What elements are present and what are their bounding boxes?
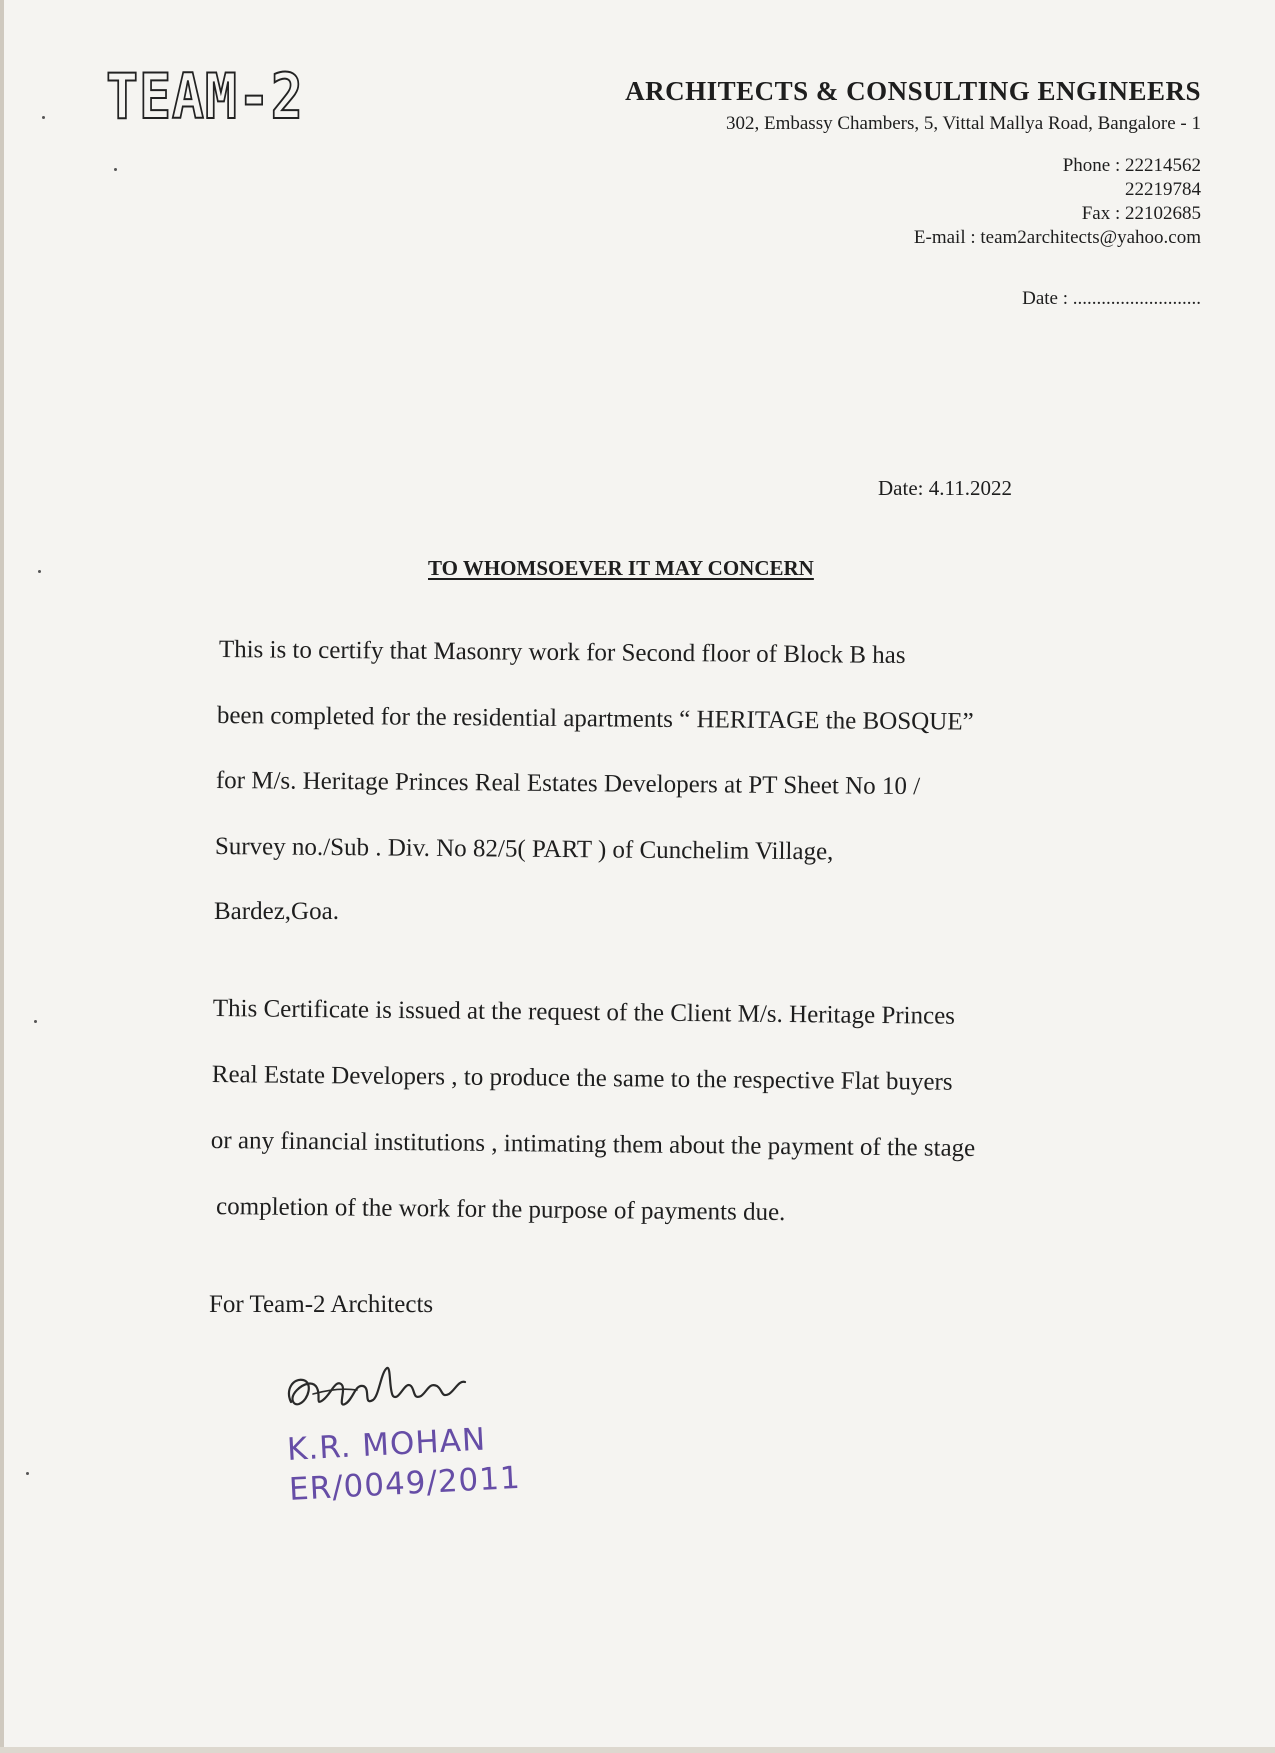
firm-address: 302, Embassy Chambers, 5, Vittal Mallya Road, Bangalore - 1 [725,113,1201,134]
paragraph-2-line: completion of the work for the purpose of payments due. [209,1193,786,1227]
stamp-name: K.R. MOHAN [286,1421,487,1468]
firm-name: ARCHITECTS & CONSULTING ENGINEERS [625,76,1201,106]
scan-speck [38,570,41,573]
letter-date: Date: 4.11.2022 [878,476,1012,500]
scan-speck [34,1020,37,1023]
scan-speck [114,168,117,171]
closing-line: For Team-2 Architects [209,1291,434,1318]
paragraph-2-line: Real Estate Developers , to produce the same to the respective Flat buyers [211,1061,953,1096]
letter-subject: TO WHOMSOEVER IT MAY CONCERN [428,556,814,580]
engineer-stamp [286,1418,522,1510]
paragraph-2-line: This Certificate is issued at the request of the Client M/s. Heritage Princes [212,995,956,1030]
phone-number-alt: 22219784 [1125,179,1201,200]
phone-number: Phone : 22214562 [1062,155,1201,176]
paragraph-1-line: Survey no./Sub . Div. No 82/5( PART ) of Cunchelim Village, [214,833,834,866]
contact-block [914,154,1201,250]
paragraph-1-line: for M/s. Heritage Princes Real Estates Developers at PT Sheet No 10 / [215,767,921,801]
paragraph-1-line: been completed for the residential apartments “ HERITAGE the BOSQUE” [216,702,974,736]
paragraph-1-line: Bardez,Goa. [214,898,339,925]
stamp-registration: ER/0049/2011 [288,1459,522,1508]
scan-speck [26,1472,29,1475]
paragraph-1-line: This is to certify that Masonry work for Second floor of Block B has [218,636,906,669]
company-logo: TEAM-2 [106,60,304,133]
email-address: E-mail : team2architects@yahoo.com [913,227,1201,248]
scan-left-edge [0,0,4,1753]
letterhead-date-field: Date : ........................... [1022,288,1201,309]
handwritten-signature [283,1350,473,1420]
scan-bottom-edge [0,1747,1275,1753]
fax-number: Fax : 22102685 [1081,203,1201,224]
scan-speck [42,116,45,119]
paragraph-2-line: or any financial institutions , intimating them about the payment of the stage [210,1127,976,1163]
